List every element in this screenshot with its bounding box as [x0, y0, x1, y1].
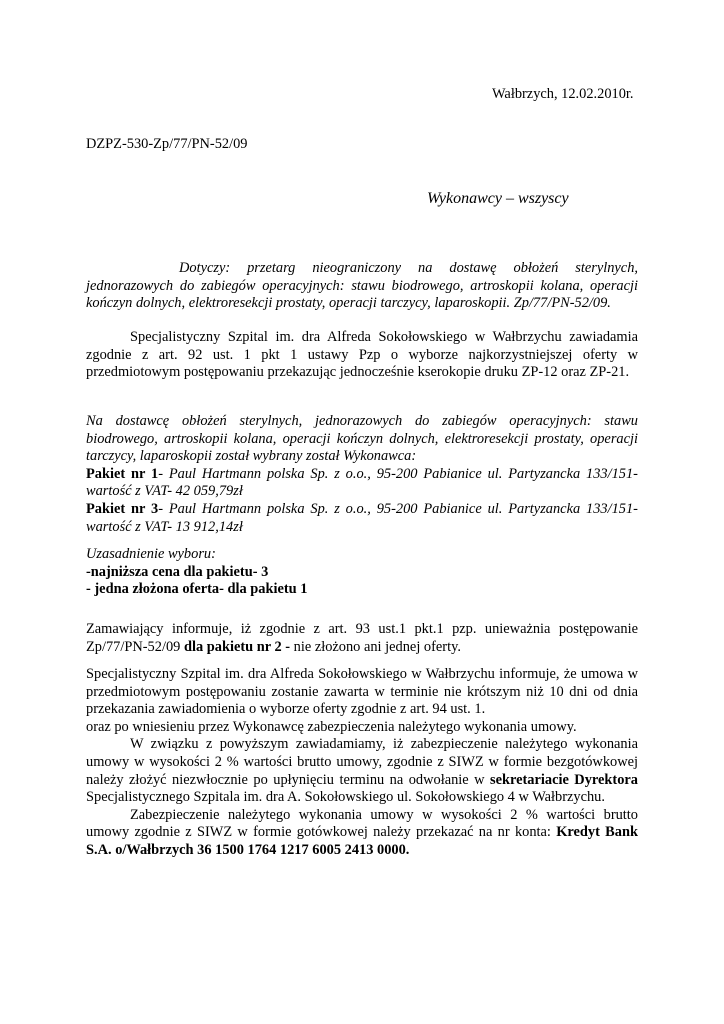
security-text: W związku z powyższym zawiadamiamy, iż zabezpieczenie należytego wykonania umowy w wysokości 2 % wartości brutto umowy, zgodnie z SIWZ w formie bezgotówkowej należy złożyć niezwłocznie po upłynięciu terminu na odwołanie w	[86, 736, 638, 788]
bank-account: Kredyt Bank S.A. o/Wałbrzych 36 1500 1764 1217 6005 2413 0000.	[86, 824, 638, 858]
intro-paragraph: Specjalistyczny Szpital im. dra Alfreda Sokołowskiego w Wałbrzychu zawiadamia zgodnie z art. 92 ust. 1 pkt 1 ustawy Pzp o wyborze najkorzystniejszej oferty w przedmiotowym postępowaniu przekazując jednocześnie kserokopie druku ZP-12 oraz ZP-21.	[86, 329, 638, 381]
selection-section	[86, 413, 638, 536]
justification-item: -najniższa cena dla pakietu- 3	[86, 563, 269, 580]
selection-lead: Na dostawcę obłożeń sterylnych, jednorazowych do zabiegów operacyjnych: stawu biodrowego, artroskopii kolana, operacji kończyn dolnych, elektroresekcji prostaty, operacji tarczycy, laparoskopii został wybrany został Wykonawca:	[86, 413, 638, 465]
package-detail: - Paul Hartmann polska Sp. z o.o., 95-200 Pabianice ul. Partyzancka 133/151- wartość z VAT- 13 912,14zł	[86, 500, 638, 535]
reference-number: DZPZ-530-Zp/77/PN-52/09	[86, 136, 248, 152]
package-detail: - Paul Hartmann polska Sp. z o.o., 95-200 Pabianice ul. Partyzancka 133/151- wartość z VAT- 42 059,79zł	[86, 465, 638, 500]
package-label: Pakiet nr 3	[86, 500, 159, 517]
justification-section	[86, 546, 638, 599]
contract-paragraph: Specjalistyczny Szpital im. dra Alfreda Sokołowskiego w Wałbrzychu informuje, że umowa w przedmiotowym postępowaniu zostanie zawarta w terminie nie krótszym niż 10 dni od dnia przekazania zawiadomienia o wyborze oferty zgodnie z art. 94 ust. 1.	[86, 666, 638, 718]
cash-paragraph	[86, 807, 638, 860]
cancellation-text: Zamawiający informuje, iż zgodnie z art. 93 ust.1 pkt.1 pzp. unieważnia postępowanie Zp/77/PN-52/09	[86, 621, 638, 655]
justification-title: Uzasadnienie wyboru:	[86, 546, 216, 562]
security-address: Specjalistycznego Szpitala im. dra A. Sokołowskiego ul. Sokołowskiego 4 w Wałbrzychu.	[86, 789, 605, 806]
cancellation-package: dla pakietu nr 2 -	[183, 638, 291, 655]
cash-text: Zabezpieczenie należytego wykonania umowy w wysokości 2 % wartości brutto umowy zgodnie z SIWZ w formie gotówkowej należy przekazać na nr konta:	[86, 806, 638, 841]
addressee: Wykonawcy – wszyscy	[427, 190, 569, 207]
contract-section	[86, 666, 638, 860]
security-paragraph	[86, 736, 638, 806]
place-date: Wałbrzych, 12.02.2010r.	[492, 86, 634, 102]
package-label: Pakiet nr 1	[86, 465, 159, 482]
justification-item: - jedna złożona oferta- dla pakietu 1	[86, 581, 308, 598]
package-entry	[86, 501, 638, 536]
contract-line2: oraz po wniesieniu przez Wykonawcę zabezpieczenia należytego wykonania umowy.	[86, 718, 577, 735]
subject-paragraph: Dotyczy: przetarg nieograniczony na dostawę obłożeń sterylnych, jednorazowych do zabiegów operacyjnych: stawu biodrowego, artroskopii kolana, operacji kończyn dolnych, elektroresekcji prostaty, operacji tarczycy, laparoskopii. Zp/77/PN-52/09.	[86, 260, 638, 312]
security-location: sekretariacie Dyrektora	[490, 771, 638, 788]
cancellation-paragraph	[86, 621, 638, 656]
package-entry	[86, 466, 638, 501]
cancellation-reason: nie złożono ani jednej oferty.	[290, 638, 461, 655]
